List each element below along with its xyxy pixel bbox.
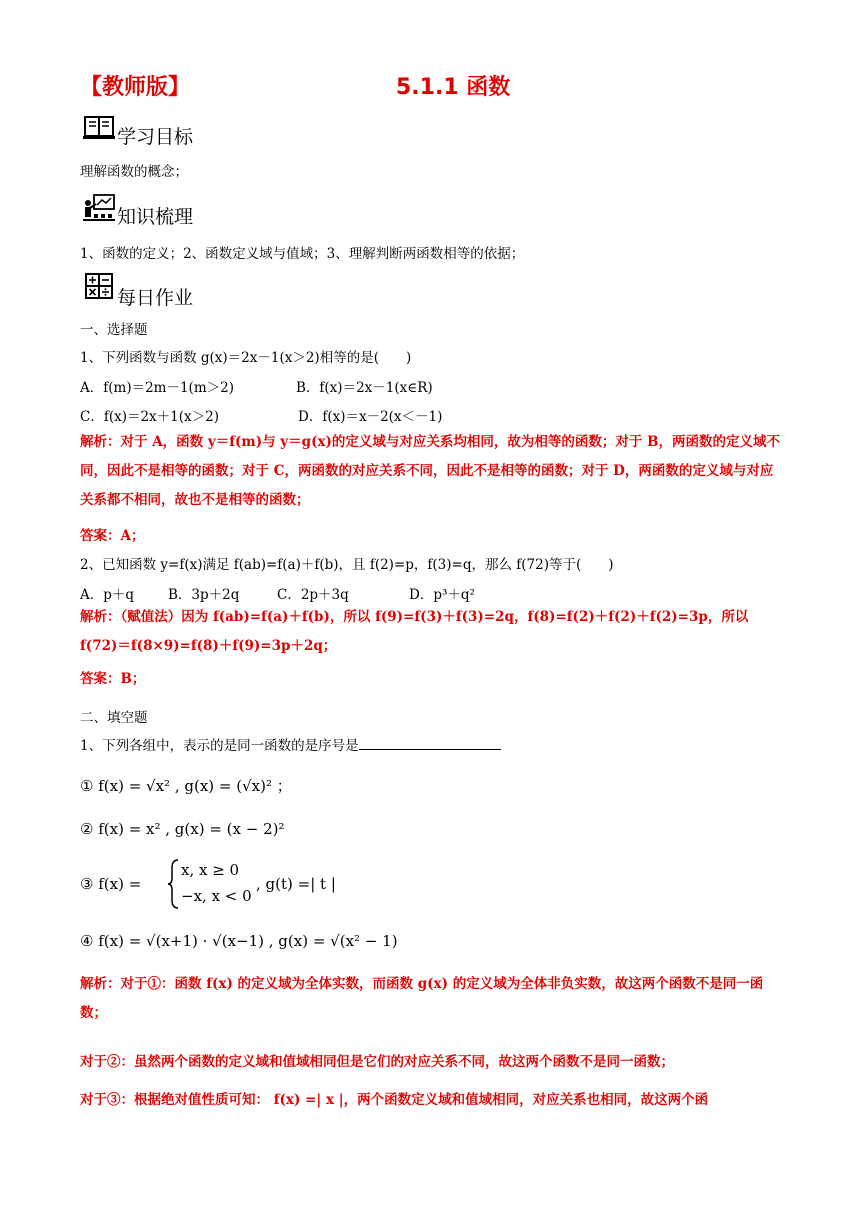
fill-item-1: ① f(x) = √x² , g(x) = (√x)² ；: [80, 777, 292, 795]
fill-item-4: ④ f(x) = √(x+1) · √(x−1) , g(x) = √(x² − 1): [80, 932, 398, 950]
fill-item-2: ② f(x) = x² , g(x) = (x − 2)²: [80, 820, 285, 838]
q2-analysis: 解析：（赋值法）因为 f(ab)=f(a)＋f(b)，所以 f(9)=f(3)＋f(3)=2q，f(8)=f(2)＋f(2)＋f(2)=3p，所以 f(72)＝f(8×9)=f(8)＋f(9)=3p＋2q；: [80, 609, 749, 654]
knowledge-text: 1、函数的定义；2、函数定义域与值域；3、理解判断两函数相等的依据；: [80, 246, 525, 262]
fill-q1-analysis-3: 对于③：根据绝对值性质可知： f(x) =| x |，两个函数定义域和值域相同，对应关系也相同，故这两个函: [80, 1092, 709, 1108]
page-title: 5.1.1 函数: [396, 75, 511, 100]
q2-option-c: C．2p＋3q: [277, 587, 349, 603]
q1-option-a: A．f(m)＝2m－1(m＞2): [80, 380, 234, 396]
answer-blank[interactable]: [359, 735, 501, 750]
homework-heading: 每日作业: [117, 287, 194, 309]
q2-answer: 答案：B；: [80, 671, 146, 687]
q2-option-b: B．3p＋2q: [168, 587, 240, 603]
knowledge-heading: 知识梳理: [117, 206, 194, 228]
q2-option-a: A．p＋q: [80, 587, 135, 603]
part1-heading: 一、选择题: [80, 322, 148, 338]
q1-stem: 1、下列函数与函数 g(x)＝2x－1(x＞2)相等的是( ): [80, 350, 412, 366]
goals-text: 理解函数的概念；: [80, 164, 188, 180]
q2-option-d: D．p³＋q²: [409, 587, 475, 603]
fill-item-3-case-2: −x, x < 0: [181, 887, 252, 905]
q1-option-c: C．f(x)＝2x＋1(x＞2): [80, 409, 220, 425]
left-brace-icon: [166, 858, 180, 910]
q1-option-d: D．f(x)＝x－2(x＜－1): [298, 409, 443, 425]
teacher-board-icon: [82, 193, 116, 223]
q1-analysis: 解析：对于 A，函数 y＝f(m)与 y＝g(x)的定义域与对应关系均相同，故为相等的函数；对于 B，两函数的定义域不同，因此不是相等的函数；对于 C，两函数的对应关系不同，因此不是相等的函数；对于 D，两函数的定义域与对应关系都不相同，故也不是相等的函数；: [80, 434, 781, 508]
calculator-icon: [84, 272, 114, 300]
version-tag: 【教师版】: [80, 75, 191, 100]
goals-heading: 学习目标: [117, 126, 194, 148]
q1-answer: 答案：A；: [80, 528, 145, 544]
fill-item-3-prefix: ③ f(x) =: [80, 875, 142, 893]
fill-q1-analysis-1: 解析：对于①：函数 f(x) 的定义域为全体实数，而函数 g(x) 的定义域为全体非负实数，故这两个函数不是同一函数；: [80, 976, 764, 1021]
fill-q1-analysis-2: 对于②：虽然两个函数的定义域和值域相同但是它们的对应关系不同，故这两个函数不是同一函数；: [80, 1054, 674, 1070]
fill-item-3-case-1: x, x ≥ 0: [181, 861, 240, 879]
fill-item-3-suffix: , g(t) =| t |: [256, 875, 336, 893]
book-icon: [82, 114, 116, 140]
q1-option-b: B．f(x)＝2x－1(x∈R): [296, 380, 433, 396]
fill-q1-stem: [80, 734, 501, 754]
fill-q1-stem-text: 1、下列各组中，表示的是同一函数的是序号是: [80, 738, 359, 754]
q2-stem: 2、已知函数 y=f(x)满足 f(ab)=f(a)＋f(b)，且 f(2)=p，f(3)=q，那么 f(72)等于( ): [80, 557, 614, 573]
part2-heading: 二、填空题: [80, 710, 148, 726]
